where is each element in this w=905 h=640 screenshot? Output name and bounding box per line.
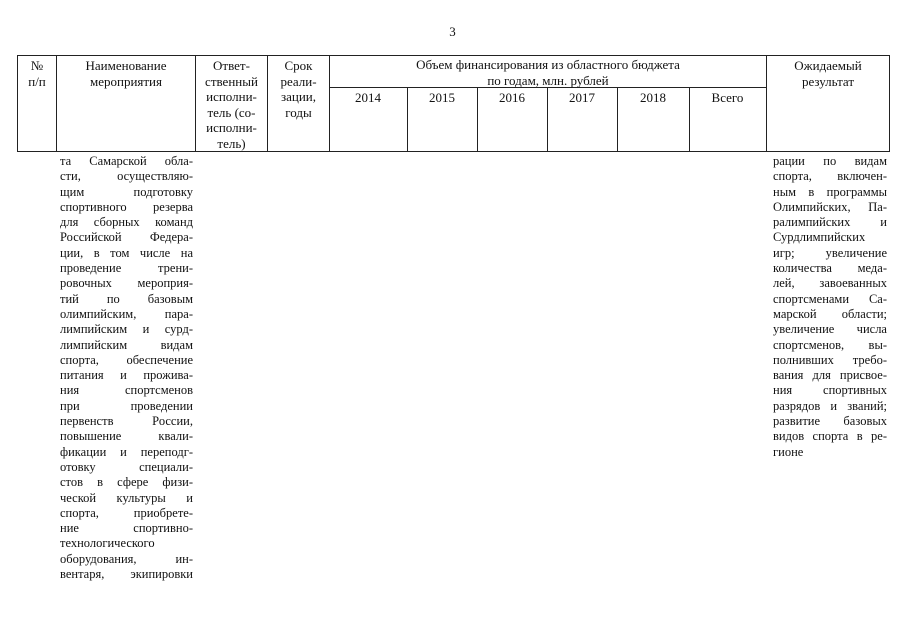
text-line: спорта, приобрете- <box>60 505 193 520</box>
header-executor-line: ственный <box>205 73 258 89</box>
event-name-text <box>60 154 193 582</box>
text-line: спортсменов, вы- <box>773 337 887 352</box>
header-result-line: результат <box>801 73 855 89</box>
text-line: ровочных мероприя- <box>60 276 193 291</box>
text-line: ным в программы <box>773 184 887 199</box>
text-line: спортивного резерва <box>60 199 193 214</box>
text-line: марской области; <box>773 306 887 321</box>
text-line: лимпийским и сурд- <box>60 322 193 337</box>
header-executor-line: тель) <box>217 135 246 151</box>
text-line: развитие базовых <box>773 414 887 429</box>
text-line: Российской Федера- <box>60 230 193 245</box>
text-line: первенств России, <box>60 414 193 429</box>
text-line: технологического <box>60 536 155 551</box>
text-line: лей, завоеванных <box>773 276 887 291</box>
text-line: спортсменами Са- <box>773 291 887 306</box>
text-line: Олимпийских, Па- <box>773 199 887 214</box>
text-line: ния спортсменов <box>60 383 193 398</box>
header-executor-line: исполни- <box>206 120 257 135</box>
text-line: ции, в том числе на <box>60 245 193 260</box>
text-line: стов в сфере физи- <box>60 475 193 490</box>
text-line: фикации и переподг- <box>60 444 193 459</box>
header-name-line: Наименование <box>85 58 167 73</box>
text-line: для сборных команд <box>60 215 193 230</box>
text-line: увеличение числа <box>773 322 887 337</box>
text-line: ния спортивных <box>773 383 887 398</box>
text-line: ралимпийских и <box>773 215 887 230</box>
header-num <box>17 58 57 89</box>
header-executor-line: тель (со- <box>207 104 256 120</box>
text-line: количества меда- <box>773 261 887 276</box>
text-line: щим подготовку <box>60 184 193 199</box>
text-line: вания для присвое- <box>773 368 887 383</box>
year-2017: 2017 <box>569 90 595 105</box>
text-line: Сурдлимпийских <box>773 230 866 245</box>
header-term-line: Срок <box>284 58 313 73</box>
text-line: ческой культуры и <box>60 490 193 505</box>
header-executor <box>195 58 268 151</box>
text-line: лимпийским видам <box>60 337 193 352</box>
text-line: рации по видам <box>773 154 887 168</box>
text-line: разрядов и званий; <box>773 398 887 413</box>
year-total: Всего <box>711 90 744 105</box>
text-line: игр; увеличение <box>773 245 887 260</box>
text-line: тий по базовым <box>60 291 193 306</box>
header-result-line: Ожидаемый <box>794 58 862 73</box>
header-funding <box>329 57 767 88</box>
text-line: гионе <box>773 444 804 459</box>
text-line: питания и прожива- <box>60 368 193 383</box>
text-line: полнивших требо- <box>773 352 887 367</box>
year-2018: 2018 <box>640 90 666 105</box>
header-name <box>56 58 196 89</box>
text-line: ние спортивно- <box>60 521 193 536</box>
expected-result-text <box>773 154 887 460</box>
text-line: проведение трени- <box>60 261 193 276</box>
text-line: повышение квали- <box>60 429 193 444</box>
header-executor-line: исполни- <box>206 89 257 104</box>
header-num-line: № <box>30 58 44 73</box>
header-term-line: годы <box>285 104 312 120</box>
header-executor-line: Ответ- <box>213 58 250 73</box>
header-funding-line: по годам, млн. рублей <box>487 72 609 88</box>
text-line: отовку специали- <box>60 459 193 474</box>
text-line: спорта, обеспечение <box>60 352 193 367</box>
year-2016: 2016 <box>499 90 525 105</box>
header-term-line: реали- <box>280 73 317 89</box>
year-2014: 2014 <box>355 90 381 105</box>
header-funding-line: Объем финансирования из областного бюджета <box>416 57 680 72</box>
header-result <box>766 58 890 89</box>
header-term-line: зации, <box>280 89 317 104</box>
text-line: оборудования, ин- <box>60 551 193 566</box>
text-line: видов спорта в ре- <box>773 429 887 444</box>
text-line: та Самарской обла- <box>60 154 193 168</box>
header-name-line: мероприятия <box>89 73 162 89</box>
page-number: 3 <box>449 24 456 39</box>
text-line: сти, осуществляю- <box>60 169 193 184</box>
header-term <box>267 58 330 120</box>
text-line: вентаря, экипировки <box>60 567 193 582</box>
year-2015: 2015 <box>429 90 455 105</box>
text-line: спорта, включен- <box>773 169 887 184</box>
header-num-line: п/п <box>28 73 46 89</box>
text-line: олимпийским, пара- <box>60 306 193 321</box>
text-line: при проведении <box>60 398 193 413</box>
